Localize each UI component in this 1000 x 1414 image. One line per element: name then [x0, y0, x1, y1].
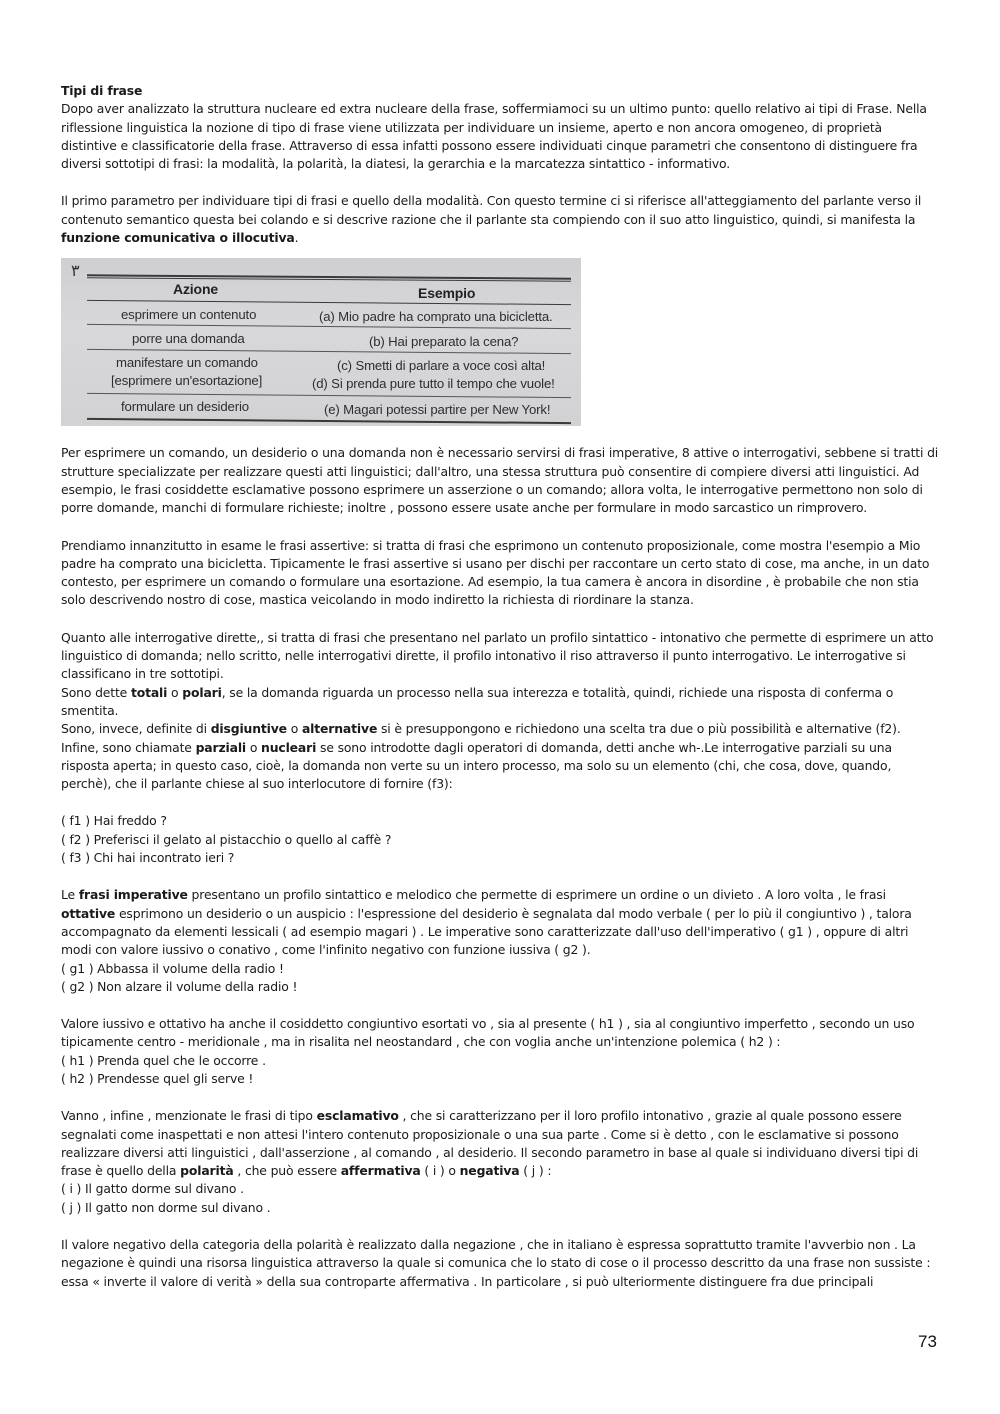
example-f3: ( f3 ) Chi hai incontrato ieri ?: [61, 850, 235, 866]
page-number: 73: [918, 1332, 937, 1351]
row-2-example: (b) Hai preparato la cena?: [369, 334, 519, 350]
row-3-example: (c) Smetti di parlare a voce così alta!: [337, 358, 546, 374]
row-3-action-2: [esprimere un'esortazione]: [111, 373, 263, 389]
alternative-questions-paragraph: Sono, invece, definite di disgiuntive o alternative si è presuppongono e richiedono una scelta tra due o più possibilità e alternative (f2). Infine, sono chiamate parziali o nucleari se sono introdotte dagli operatori di domanda, detti anche wh-.Le interrogative parziali su una risposta aperta; in questo caso, cioè, la domanda non verte su un intero processo, ma solo su un elemento (chi, che cosa, dove, quando, perchè), che il parlante chiese al suo interlocutore di fornire (f3):: [61, 721, 901, 792]
example-h2: ( h2 ) Prendesse quel gli serve !: [61, 1070, 254, 1086]
section-title: Tipi di frase: [61, 83, 143, 98]
row-3-action: manifestare un comando: [116, 355, 258, 371]
example-f2: ( f2 ) Preferisci il gelato al pistacchio o quello al caffè ?: [61, 831, 392, 847]
row-3-example-2: (d) Si prenda pure tutto il tempo che vuole!: [312, 376, 555, 392]
column-header-action: Azione: [173, 281, 218, 298]
example-g2: ( g2 ) Non alzare il volume della radio !: [61, 978, 298, 994]
table-mark: ٣: [71, 261, 80, 281]
example-i: ( i ) Il gatto dorme sul divano .: [61, 1181, 244, 1197]
example-f1: ( f1 ) Hai freddo ?: [61, 813, 167, 829]
exclamative-paragraph: Vanno , infine , menzionate le frasi di tipo esclamativo , che si caratterizzano per il loro profilo intonativo , grazie al quale possono essere segnalati come inaspettati e non attesi l'intero contenuto proposizionale o una sua parte . Come si è detto , con le esclamative si possono realizzare diversi atti linguistici , dall'asserzione , al comando , al desiderio. Il secondo parametro in base al quale si individuano diversi tipi di frase è quello della polarità , che può essere affermativa ( i ) o negativa ( j ) :: [61, 1108, 919, 1179]
table-photo: [61, 258, 581, 426]
example-g1: ( g1 ) Abbassa il volume della radio !: [61, 960, 284, 976]
negation-paragraph: Il valore negativo della categoria della polarità è realizzato dalla negazione , che in italiano è espressa soprattutto tramite l'avverbio non . La negazione è quindi una risorsa linguistica attraverso la quale si comunica che lo stato di cose o il processo descritto da una frase non sussiste : essa « inverte il valore di verità » della sua controparte affermativa . In particolare , si può ulteriormente distinguere fra due principali: [61, 1237, 931, 1289]
example-h1: ( h1 ) Prenda quel che le occorre .: [61, 1052, 266, 1068]
row-4-example: (e) Magari potessi partire per New York!: [324, 402, 551, 418]
page-body: [61, 82, 941, 1291]
row-4-action: formulare un desiderio: [121, 399, 249, 415]
column-header-example: Esempio: [418, 285, 476, 302]
row-1-example: (a) Mio padre ha comprato una bicicletta.: [319, 309, 553, 325]
row-2-action: porre una domanda: [132, 331, 245, 347]
assertive-paragraph: Prendiamo innanzitutto in esame le frasi assertive: si tratta di frasi che esprimono un contenuto proposizionale, come mostra l'esempio a Mio padre ha comprato una bicicletta. Tipicamente le frasi assertive si usano per dischi per raccontare un certo stato di cose, ma anche, in un dato contesto, per esprimere un comando o formulare una esortazione. Ad esempio, la tua camera è ancora in disordine , è probabile che non stia solo descrivendo nostro di cose, mastica veicolando in modo indiretto la richiesta di riordinare la stanza.: [61, 537, 930, 608]
intro-paragraph: Dopo aver analizzato la struttura nucleare ed extra nucleare della frase, soffermiamoci su un ultimo punto: quello relativo ai tipi di Frase. Nella riflessione linguistica la nozione di tipo di frase viene utilizzata per individuare un insieme, aperto e non ancora omogeneo, di proprietà distintive e classificatorie della frase. Attraverso di essa infatti possono essere individuati cinque parametri che consentono di distinguere fra diversi sottotipi di frasi: la modalità, la polarità, la diatesi, la gerarchia e la marcatezza sintattico - informativo.: [61, 101, 927, 172]
command-paragraph: Per esprimere un comando, un desiderio o una domanda non è necessario servirsi di frasi imperative, 8 attive o interrogativi, sebbene si tratti di strutture specializzate per realizzare questi atti linguistici; dall'altro, una stessa struttura può consentire di compiere diversi atti linguistici. Ad esempio, le frasi cosiddette esclamative possono esprimere un asserzione o un comando; allora volta, le interrogative permettono non solo di porre domande, manchi di formulare richieste; inoltre , possono essere usate anche per formulare in modo sarcastico un rimprovero.: [61, 445, 939, 516]
example-j: ( j ) Il gatto non dorme sul divano .: [61, 1199, 271, 1215]
modality-paragraph: Il primo parametro per individuare tipi di frasi e quello della modalità. Con questo termine ci si riferisce all'atteggiamento del parlante verso il contenuto semantico questa bei colando e si descrive razione che il parlante sta compiendo con il suo atto linguistico, quindi, si manifesta la funzione comunicativa o illocutiva.: [61, 193, 922, 246]
total-questions-paragraph: Sono dette totali o polari, se la domanda riguarda un processo nella sua interezza e totalità, quindi, richiede una risposta di conferma o smentita.: [61, 684, 894, 718]
row-1-action: esprimere un contenuto: [121, 307, 257, 323]
iussive-paragraph: Valore iussivo e ottativo ha anche il cosiddetto congiuntivo esortati vo , sia al presente ( h1 ) , sia al congiuntivo imperfetto , secondo un uso tipicamente centro - meridionale , ma in risalita nel neostandard , che con voglia anche un'intenzione polemica ( h2 ) :: [61, 1016, 915, 1050]
imperative-paragraph: Le frasi imperative presentano un profilo sintattico e melodico che permette di esprimere un ordine o un divieto . A loro volta , le frasi ottative esprimono un desiderio o un auspicio : l'espressione del desiderio è segnalata dal modo verbale ( per lo più il congiuntivo ) , talora accompagnato da elementi lessicali ( ad esempio magari ) . Le imperative sono caratterizzate dall'uso dell'imperativo ( g1 ) , oppure di altri modi con valore iussivo o conativo , come l'infinito negativo con funzione iussiva ( g2 ).: [61, 887, 912, 958]
interrogative-paragraph: Quanto alle interrogative dirette,, si tratta di frasi che presentano nel parlato un profilo sintattico - intonativo che permette di esprimere un atto linguistico di domanda; nello scritto, nelle interrogativi dirette, il profilo intonativo il riso attraverso il punto interrogativo. Le interrogative si classificano in tre sottotipi.: [61, 629, 934, 682]
